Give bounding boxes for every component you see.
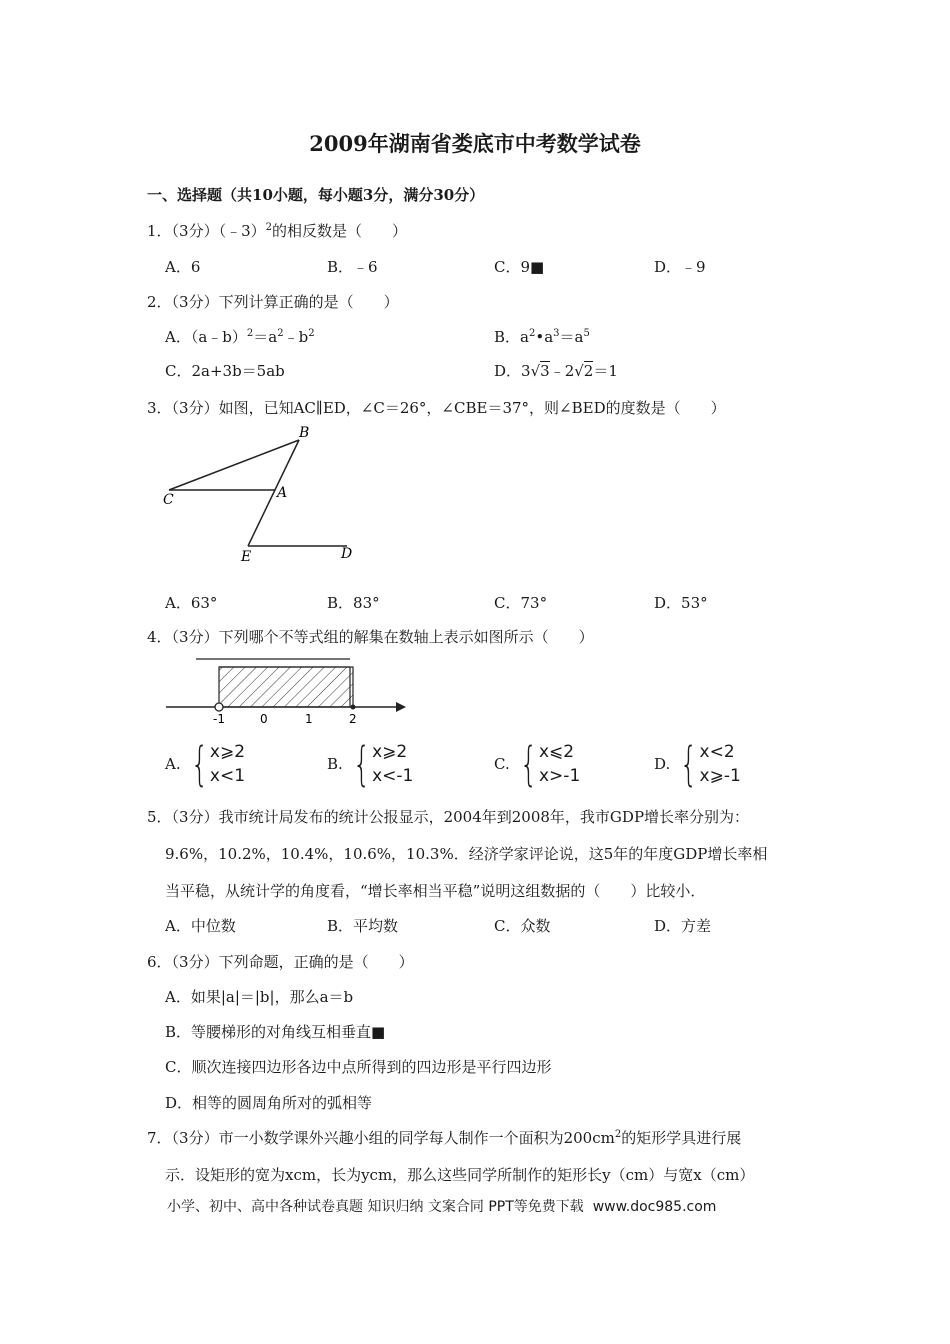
inequality-line: x>-1 (539, 766, 581, 786)
q5-option-c: C．众数 (494, 917, 551, 935)
label-c: C (163, 492, 174, 508)
footer-link[interactable]: www.doc985.com (592, 1199, 717, 1215)
question-7-line-2: 示．设矩形的宽为xcm，长为ycm，那么这些同学所制作的矩形长y（cm）与宽x（cm） (165, 1166, 755, 1184)
option-letter: B. (327, 755, 343, 773)
label-b: B (299, 425, 310, 441)
sqrt-icon: √ (574, 362, 584, 380)
brace-icon: { (190, 737, 209, 791)
q2-d-radicand1: 3 (540, 362, 550, 380)
q4-option-d (654, 737, 741, 791)
brace-icon: { (519, 737, 538, 791)
brace-icon: { (352, 737, 371, 791)
q5-option-d: D．方差 (654, 917, 712, 935)
question-7-line-1 (147, 1127, 741, 1148)
q2-option-d (494, 360, 618, 381)
axis-arrow-icon (396, 702, 406, 712)
footer-text: 小学、初中、高中各种试卷真题 知识归纳 文案合同 PPT等免费下载 (167, 1199, 584, 1215)
q2-b-mid: •a (535, 328, 554, 346)
q2-a-exp3: 2 (308, 328, 315, 339)
q7-text-tail: 的矩形学具进行展 (621, 1129, 742, 1147)
q1-option-d: D．﹣9 (654, 258, 706, 276)
question-5-line-1: 5．（3分）我市统计局发布的统计公报显示，2004年到2008年，我市GDP增长率分别为： (147, 808, 750, 826)
q4-option-c (494, 737, 581, 791)
open-point-marker (215, 703, 223, 711)
q3-option-a: A．63° (165, 594, 218, 612)
q2-b-exp1: 2 (528, 328, 536, 339)
section-heading: 一、选择题（共10小题，每小题3分，满分30分） (147, 186, 485, 204)
q6-option-b: B．等腰梯形的对角线互相垂直■ (165, 1023, 386, 1041)
q3-geometry-figure (155, 420, 375, 570)
q1-stem-text: 1．（3分）（﹣3） (147, 222, 266, 240)
q1-exponent: 2 (265, 222, 273, 233)
inequality-line: x<2 (699, 742, 735, 762)
q3-option-c: C．73° (494, 594, 548, 612)
sqrt-icon: √ (530, 362, 541, 380)
q2-a-mid: ＝a (253, 328, 278, 346)
q2-b-mid2: ＝a (559, 328, 584, 346)
q3-option-d: D．53° (654, 594, 708, 612)
option-letter: D. (654, 755, 671, 773)
q2-option-c: C．2a+3b＝5ab (165, 362, 285, 380)
q1-stem-tail: 的相反数是（ ） (272, 222, 408, 240)
label-e: E (241, 549, 252, 565)
label-a: A (277, 485, 288, 501)
q4-option-a (165, 737, 246, 791)
q6-option-a: A．如果|a|＝|b|，那么a＝b (165, 988, 354, 1006)
inequality-line: x⩾2 (209, 742, 246, 762)
question-5-line-3: 当平稳，从统计学的角度看，“增长率相当平稳”说明这组数据的（ ）比较小． (165, 882, 706, 900)
q2-option-a (165, 326, 315, 347)
q5-option-b: B．平均数 (327, 917, 399, 935)
q2-a-exp2: 2 (277, 328, 284, 339)
q2-d-post: ＝1 (593, 362, 618, 380)
tick-label: 1 (305, 712, 313, 726)
q2-b-exp2: 3 (553, 328, 560, 339)
inequality-line: x⩾2 (372, 742, 408, 762)
inequality-line: x⩽2 (539, 742, 575, 762)
page-title: 2009年湖南省娄底市中考数学试卷 (309, 131, 641, 156)
q5-option-a: A．中位数 (165, 917, 236, 935)
q7-exponent: 2 (614, 1129, 622, 1140)
q2-b-text: B．a (494, 328, 529, 346)
q2-a-text: A．（a﹣b） (165, 328, 247, 346)
tick-label: -1 (213, 712, 225, 726)
q4-number-line-figure (160, 650, 415, 730)
question-1-stem (147, 220, 407, 241)
q2-d-text: D．3 (494, 362, 531, 380)
inequality-line: x⩾-1 (699, 766, 741, 786)
brace-icon: { (680, 737, 698, 791)
q2-a-exp1: 2 (246, 328, 254, 339)
tick-label: 0 (260, 712, 268, 726)
question-3-stem: 3．（3分）如图，已知AC∥ED，∠C＝26°，∠CBE＝37°，则∠BED的度数是（ ） (147, 399, 726, 417)
closed-point-marker (351, 705, 356, 710)
q2-a-mid2: ﹣b (283, 328, 309, 346)
option-letter: A. (165, 755, 181, 773)
tick-label: 2 (349, 712, 357, 726)
q6-option-d: D．相等的圆周角所对的弧相等 (165, 1094, 373, 1112)
q2-b-exp3: 5 (583, 328, 590, 339)
q3-option-b: B．83° (327, 594, 380, 612)
segment-cb (169, 440, 299, 490)
question-6-stem: 6．（3分）下列命题，正确的是（ ） (147, 953, 414, 971)
q1-option-b: B．﹣6 (327, 258, 378, 276)
option-letter: C. (494, 755, 510, 773)
question-4-stem: 4．（3分）下列哪个不等式组的解集在数轴上表示如图所示（ ） (147, 628, 594, 646)
q2-d-mid: ﹣2 (549, 362, 575, 380)
inequality-line: x<1 (209, 766, 246, 786)
page-footer (167, 1196, 716, 1216)
question-2-stem: 2．（3分）下列计算正确的是（ ） (147, 293, 399, 311)
q7-text: 7．（3分）市一小数学课外兴趣小组的同学每人制作一个面积为200cm (147, 1129, 615, 1147)
q6-option-c: C．顺次连接四边形各边中点所得到的四边形是平行四边形 (165, 1058, 552, 1076)
label-d: D (341, 546, 353, 562)
q2-d-radicand2: 2 (583, 362, 594, 380)
q4-option-b (327, 737, 414, 791)
question-5-line-2: 9.6%，10.2%，10.4%，10.6%，10.3%．经济学家评论说，这5年的年度GDP增长率相 (165, 845, 768, 863)
solution-region (219, 667, 353, 707)
q2-option-b (494, 326, 590, 347)
q1-option-c: C．9■ (494, 258, 545, 276)
q1-option-a: A．6 (165, 258, 201, 276)
inequality-line: x<-1 (372, 766, 414, 786)
